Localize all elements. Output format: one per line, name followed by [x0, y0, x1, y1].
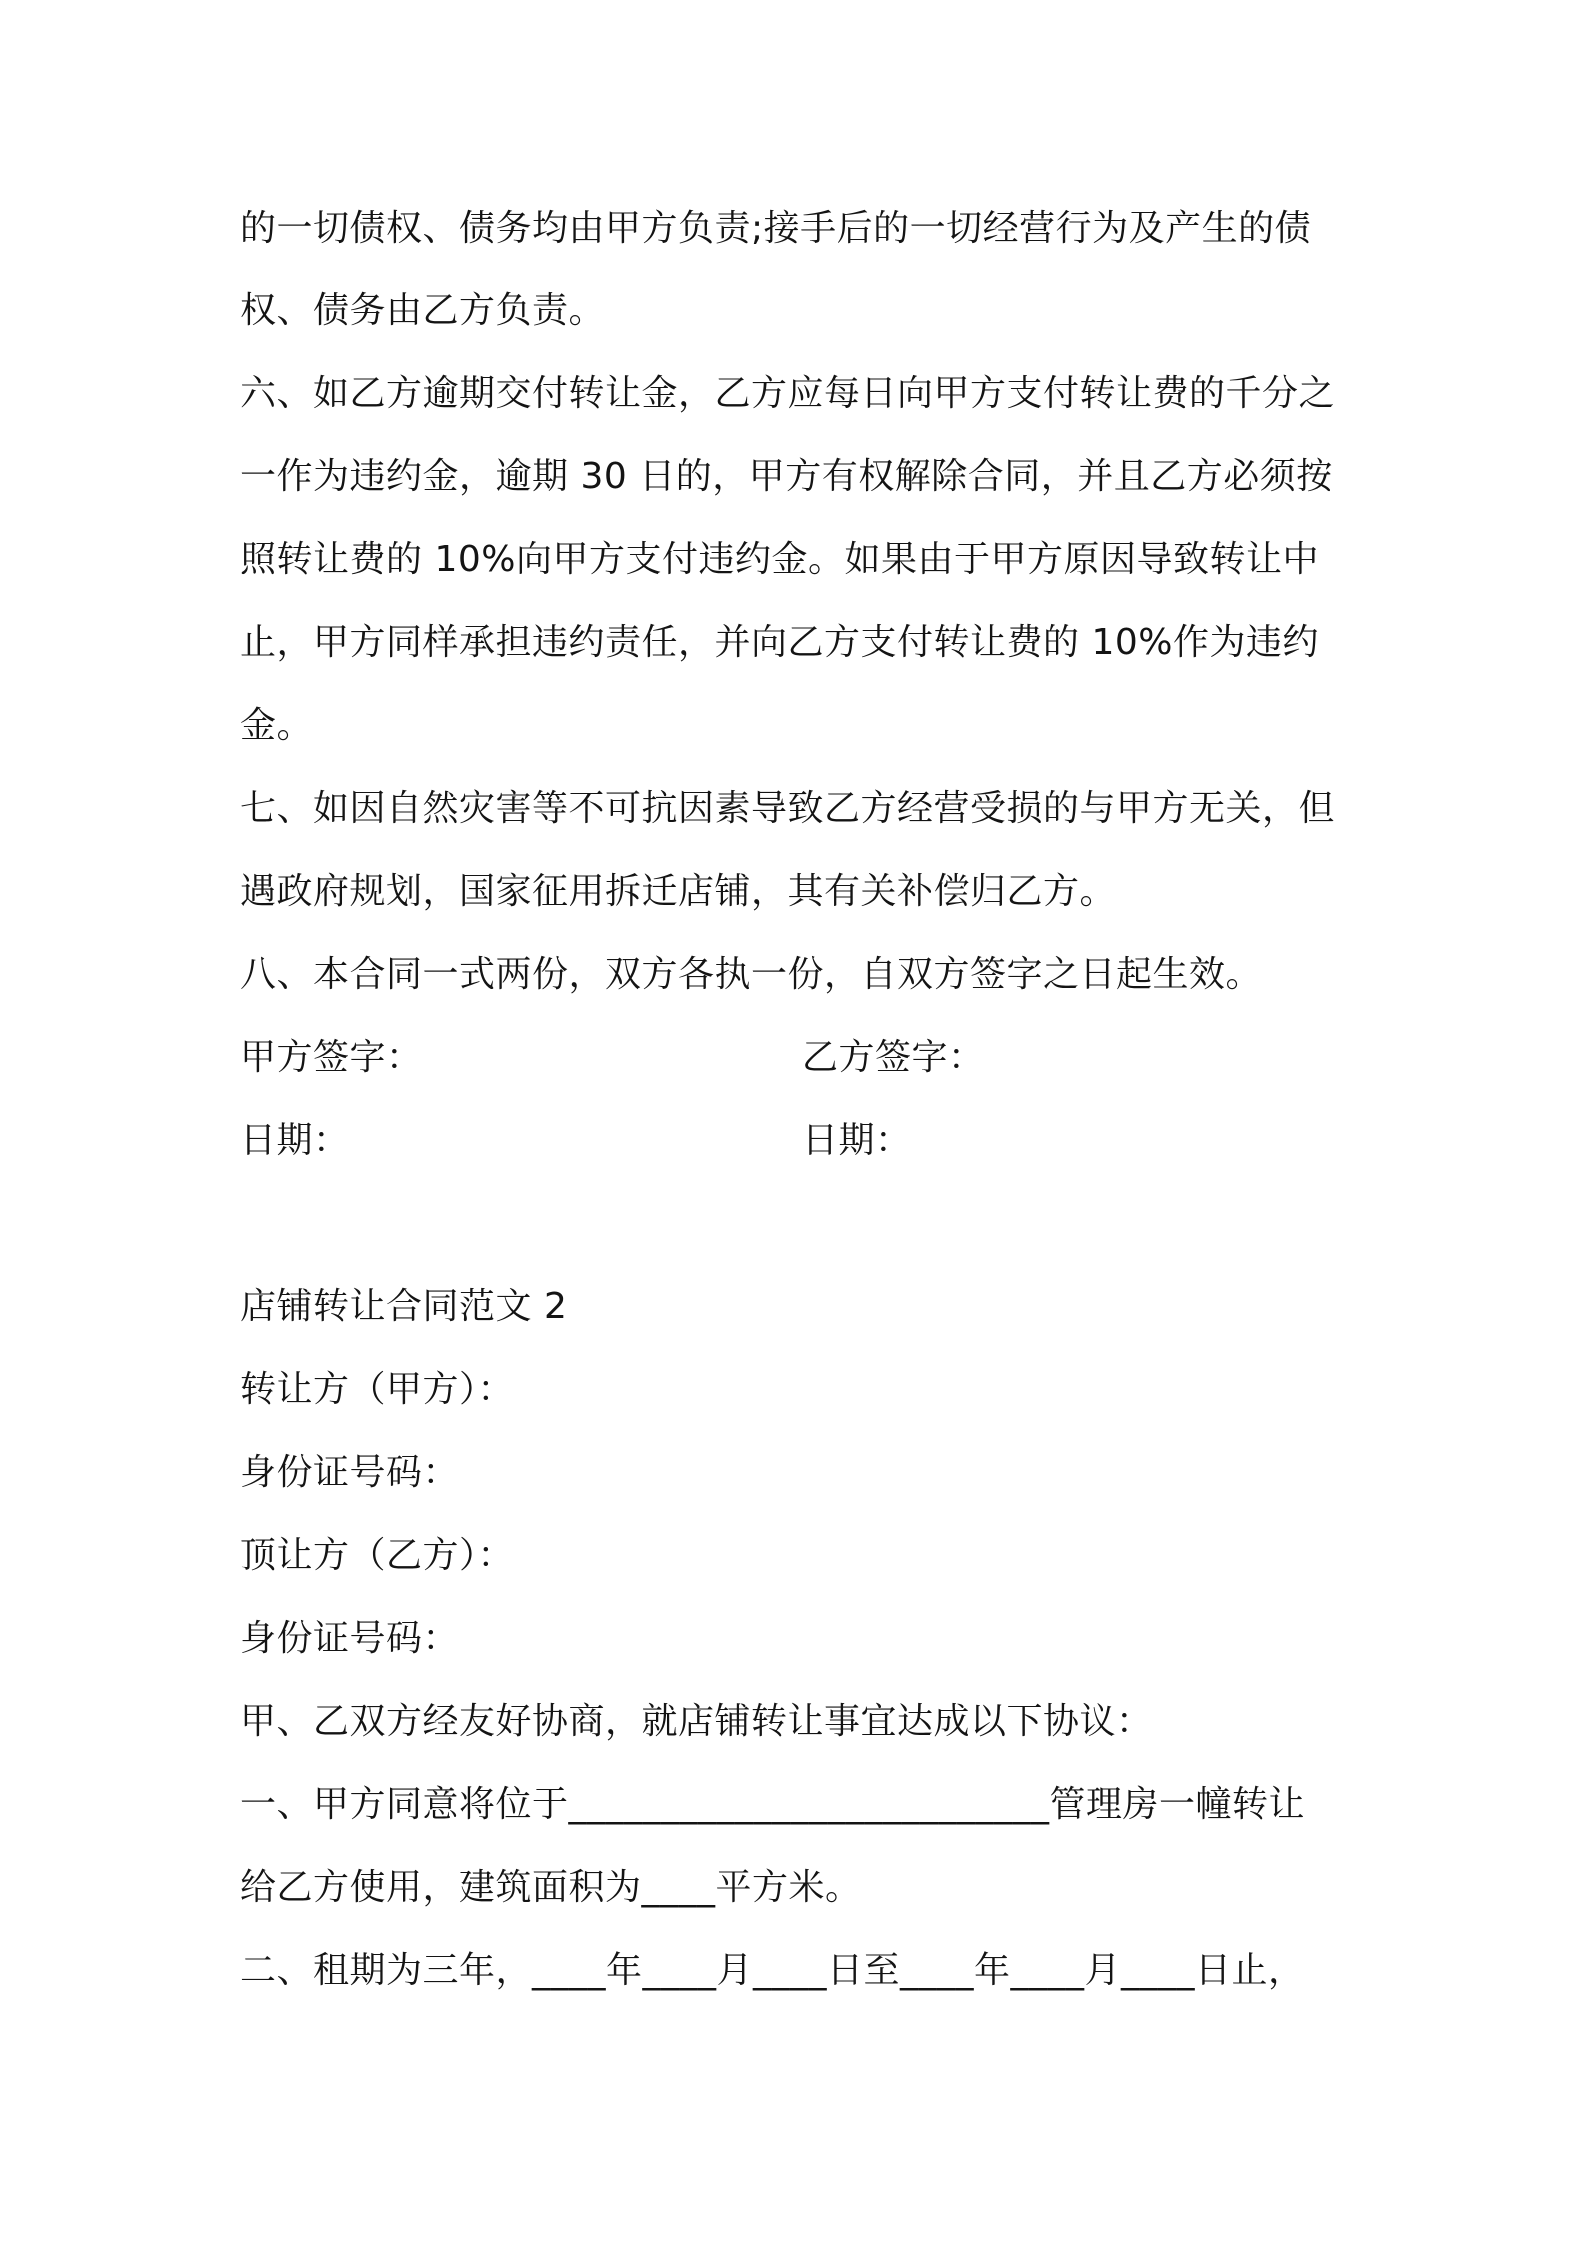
clause-six-line: 一作为违约金，逾期 30 日的，甲方有权解除合同，并且乙方必须按: [240, 456, 1333, 497]
clause-six-line: 照转让费的 10%向甲方支付违约金。如果由于甲方原因导致转让中: [240, 539, 1319, 580]
id-number-label: 身份证号码：: [240, 1618, 460, 1659]
clause-six-line: 六、如乙方逾期交付转让金，乙方应每日向甲方支付转让费的千分之: [240, 373, 1336, 414]
clause-seven-line: 七、如因自然灾害等不可抗因素导致乙方经营受损的与甲方无关，但: [240, 788, 1336, 829]
clause-seven-line: 遇政府规划，国家征用拆迁店铺，其有关补偿归乙方。: [240, 871, 1117, 912]
clause-six-line: 金。: [240, 705, 314, 746]
party-a-signature-label: 甲方签字：: [240, 1037, 423, 1078]
party-b-date-label: 日期：: [802, 1120, 912, 1161]
clause-eight-line: 八、本合同一式两份，双方各执一份，自双方签字之日起生效。: [240, 954, 1263, 995]
transferee-label: 顶让方（乙方）：: [240, 1535, 515, 1576]
clause-one-line: 给乙方使用，建筑面积为____平方米。: [240, 1867, 862, 1908]
party-b-signature-label: 乙方签字：: [802, 1037, 985, 1078]
clause-two-line: 二、租期为三年，____年____月____日至____年____月____日止，: [240, 1950, 1305, 1991]
id-number-label: 身份证号码：: [240, 1452, 460, 1493]
section-title: 店铺转让合同范文 2: [240, 1286, 568, 1327]
paragraph-line: 的一切债权、债务均由甲方负责;接手后的一切经营行为及产生的债: [240, 208, 1312, 249]
clause-one-line: 一、甲方同意将位于__________________________管理房一幢转让: [240, 1784, 1306, 1825]
party-a-date-label: 日期：: [240, 1120, 350, 1161]
clause-six-line: 止，甲方同样承担违约责任，并向乙方支付转让费的 10%作为违约: [240, 622, 1319, 663]
transferor-label: 转让方（甲方）：: [240, 1369, 515, 1410]
paragraph-line: 权、债务由乙方负责。: [240, 290, 606, 331]
agreement-intro: 甲、乙双方经友好协商，就店铺转让事宜达成以下协议：: [240, 1701, 1153, 1742]
